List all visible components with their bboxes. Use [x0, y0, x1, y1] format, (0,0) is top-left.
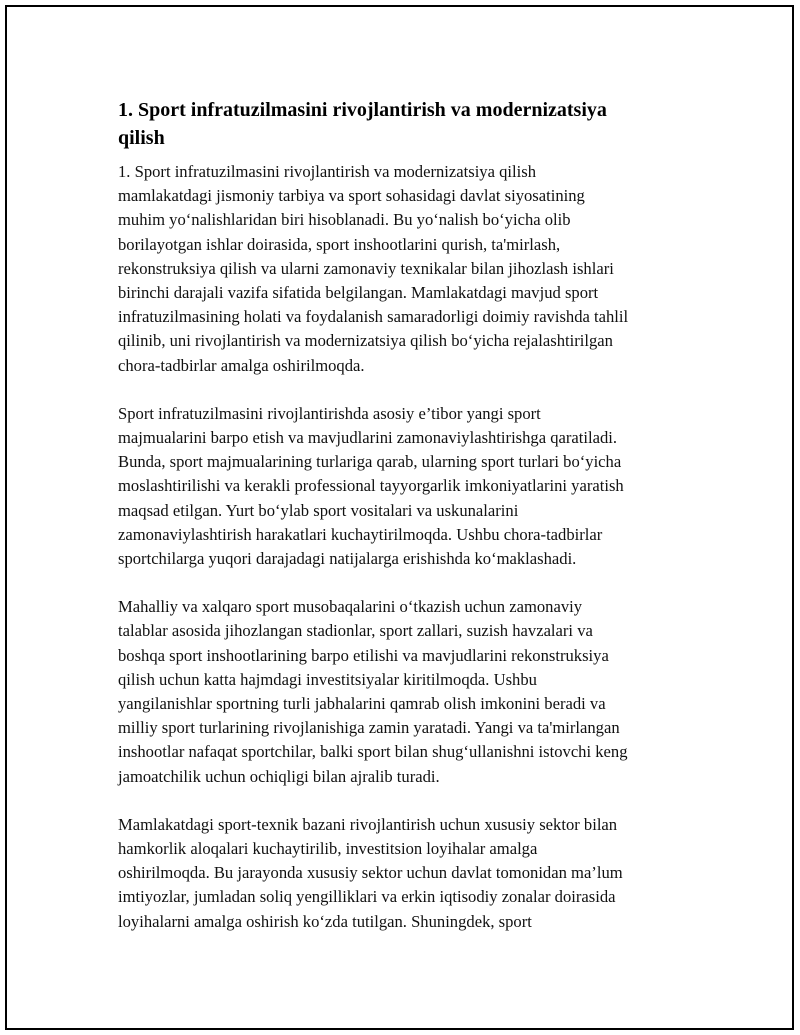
- document-body: [118, 96, 692, 958]
- paragraph-1: 1. Sport infratuzilmasini rivojlantirish va modernizatsiya qilish mamlakatdagi jismoniy tarbiya va sport sohasidagi davlat siyosatining muhim yo‘nalishlaridan biri hisoblanadi. Bu yo‘nalish bo‘yicha olib borilayotgan ishlar doirasida, sport inshootlarini qurish, ta'mirlash, rekonstruksiya qilish va ularni zamonaviy texnikalar bilan jihozlash ishlari birinchi darajali vazifa sifatida belgilangan. Mamlakatdagi mavjud sport infratuzilmasining holati va foydalanish samaradorligi doimiy ravishda tahlil qilinib, uni rivojlantirish va modernizatsiya qilish bo‘yicha rejalashtirilgan chora-tadbirlar amalga oshirilmoqda.: [118, 162, 629, 375]
- paragraph-4: Mamlakatdagi sport-texnik bazani rivojlantirish uchun xususiy sektor bilan hamkorlik aloqalari kuchaytirilib, investitsion loyihalar amalga oshirilmoqda. Bu jarayonda xususiy sektor uchun davlat tomonidan ma’lum imtiyozlar, jumladan soliq yengilliklari va erkin iqtisodiy zonalar doirasida loyihalarni amalga oshirish ko‘zda tutilgan. Shuningdek, sport: [118, 814, 623, 931]
- section-heading: 1. Sport infratuzilmasini rivojlantirish va modernizatsiya qilish: [118, 99, 607, 149]
- paragraph-2: Sport infratuzilmasini rivojlantirishda asosiy e’tibor yangi sport majmualarini barpo etish va mavjudlarini zamonaviylashtirishga qaratiladi. Bunda, sport majmualarining turlariga qarab, ularning sport turlari bo‘yicha moslashtirilishi va kerakli professional tayyorgarlik imkoniyatlarini yaratish maqsad etilgan. Yurt bo‘ylab sport vositalari va uskunalarini zamonaviylashtirish harakatlari kuchaytirilmoqda. Ushbu chora-tadbirlar sportchilarga yuqori darajadagi natijalarga erishishda ko‘maklashadi.: [118, 403, 624, 569]
- paragraph-3: Mahalliy va xalqaro sport musobaqalarini o‘tkazish uchun zamonaviy talablar asosida jihozlangan stadionlar, sport zallari, suzish havzalari va boshqa sport inshootlarining barpo etilishi va mavjudlarini rekonstruksiya qilish uchun katta hajmdagi investitsiyalar kiritilmoqda. Ushbu yangilanishlar sportning turli jabhalarini qamrab olish imkonini beradi va milliy sport turlarining rivojlanishiga zamin yaratadi. Yangi va ta'mirlangan inshootlar nafaqat sportchilar, balki sport bilan shug‘ullanishni istovchi keng jamoatchilik uchun ochiqligi bilan ajralib turadi.: [118, 597, 628, 786]
